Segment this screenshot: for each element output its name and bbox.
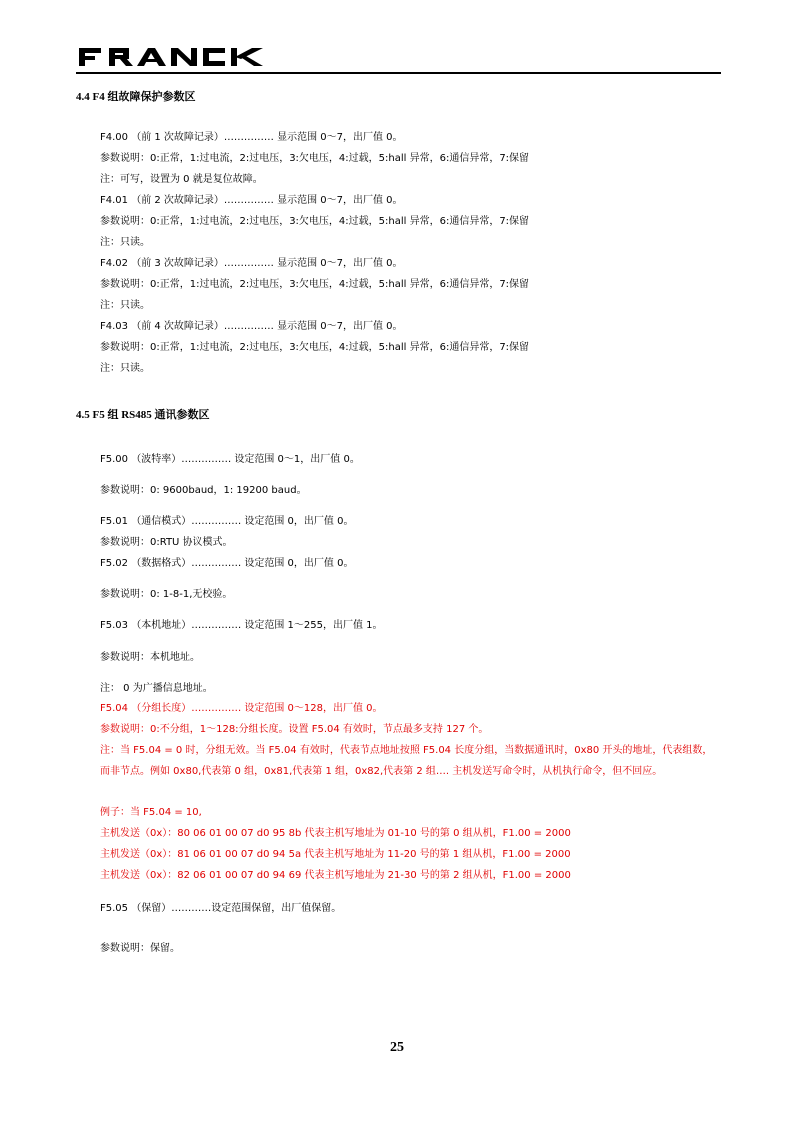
param-f5-02: F5.02 （数据格式）…………… 设定范围 0，出厂值 0。 xyxy=(100,558,354,569)
header-rule xyxy=(76,72,721,74)
param-note: 注：当 F5.04 = 0 时，分组无效。当 F5.04 有效时，代表节点地址按照 F5.04 长度分组，当数据通讯时，0x80 开头的地址，代表组数，而非节点。例如 0x80,代表第 0 组，0x81,代表第 1 组，0x82,代表第 2 组…. 主机发送写命令时，从机执行命令，但不回应。 xyxy=(100,745,713,777)
param-f4-01: F4.01 （前 2 次故障记录）…………… 显示范围 0～7，出厂值 0。 xyxy=(100,195,403,206)
param-note: 注：只读。 xyxy=(100,237,150,248)
section-heading-f5: 4.5 F5 组 RS485 通讯参数区 xyxy=(76,409,210,421)
param-f5-03: F5.03 （本机地址）…………… 设定范围 1～255，出厂值 1。 xyxy=(100,620,383,631)
franck-logo xyxy=(79,46,265,68)
section-heading-f4: 4.4 F4 组故障保护参数区 xyxy=(76,91,196,103)
param-desc: 参数说明：本机地址。 xyxy=(100,652,200,663)
example-line: 主机发送（0x）：80 06 01 00 07 d0 95 8b 代表主机写地址为 01-10 号的第 0 组从机，F1.00 = 2000 xyxy=(100,828,571,839)
param-f5-01: F5.01 （通信模式）…………… 设定范围 0，出厂值 0。 xyxy=(100,516,354,527)
param-desc: 参数说明：0: 9600baud，1: 19200 baud。 xyxy=(100,485,307,496)
param-f4-00: F4.00 （前 1 次故障记录）…………… 显示范围 0～7，出厂值 0。 xyxy=(100,132,403,143)
param-desc: 参数说明：0:正常，1:过电流，2:过电压，3:欠电压，4:过载，5:hall 异常，6:通信异常，7:保留 xyxy=(100,153,530,164)
param-note: 注：只读。 xyxy=(100,363,150,374)
param-f5-00: F5.00 （波特率）…………… 设定范围 0～1，出厂值 0。 xyxy=(100,454,360,465)
example-line: 主机发送（0x）：81 06 01 00 07 d0 94 5a 代表主机写地址为 11-20 号的第 1 组从机，F1.00 = 2000 xyxy=(100,849,571,860)
param-note: 注：可写，设置为 0 就是复位故障。 xyxy=(100,174,263,185)
param-f4-02: F4.02 （前 3 次故障记录）…………… 显示范围 0～7，出厂值 0。 xyxy=(100,258,403,269)
page-number: 25 xyxy=(390,1040,404,1055)
param-desc: 参数说明：0:RTU 协议模式。 xyxy=(100,537,233,548)
param-desc: 参数说明：保留。 xyxy=(100,943,180,954)
param-desc: 参数说明：0:不分组，1～128:分组长度。设置 F5.04 有效时，节点最多支持 127 个。 xyxy=(100,724,489,735)
param-note: 注： 0 为广播信息地址。 xyxy=(100,683,213,694)
param-f4-03: F4.03 （前 4 次故障记录）…………… 显示范围 0～7，出厂值 0。 xyxy=(100,321,403,332)
param-desc: 参数说明：0: 1-8-1,无校验。 xyxy=(100,589,233,600)
param-desc: 参数说明：0:正常，1:过电流，2:过电压，3:欠电压，4:过载，5:hall 异常，6:通信异常，7:保留 xyxy=(100,216,530,227)
param-f5-05: F5.05 （保留）…………设定范围保留，出厂值保留。 xyxy=(100,903,342,914)
param-note: 注：只读。 xyxy=(100,300,150,311)
param-desc: 参数说明：0:正常，1:过电流，2:过电压，3:欠电压，4:过载，5:hall 异常，6:通信异常，7:保留 xyxy=(100,342,530,353)
example-line: 主机发送（0x）：82 06 01 00 07 d0 94 69 代表主机写地址为 21-30 号的第 2 组从机，F1.00 = 2000 xyxy=(100,870,571,881)
param-f5-04: F5.04 （分组长度）…………… 设定范围 0～128，出厂值 0。 xyxy=(100,703,383,714)
example-label: 例子：当 F5.04 = 10, xyxy=(100,807,202,818)
param-desc: 参数说明：0:正常，1:过电流，2:过电压，3:欠电压，4:过载，5:hall 异常，6:通信异常，7:保留 xyxy=(100,279,530,290)
